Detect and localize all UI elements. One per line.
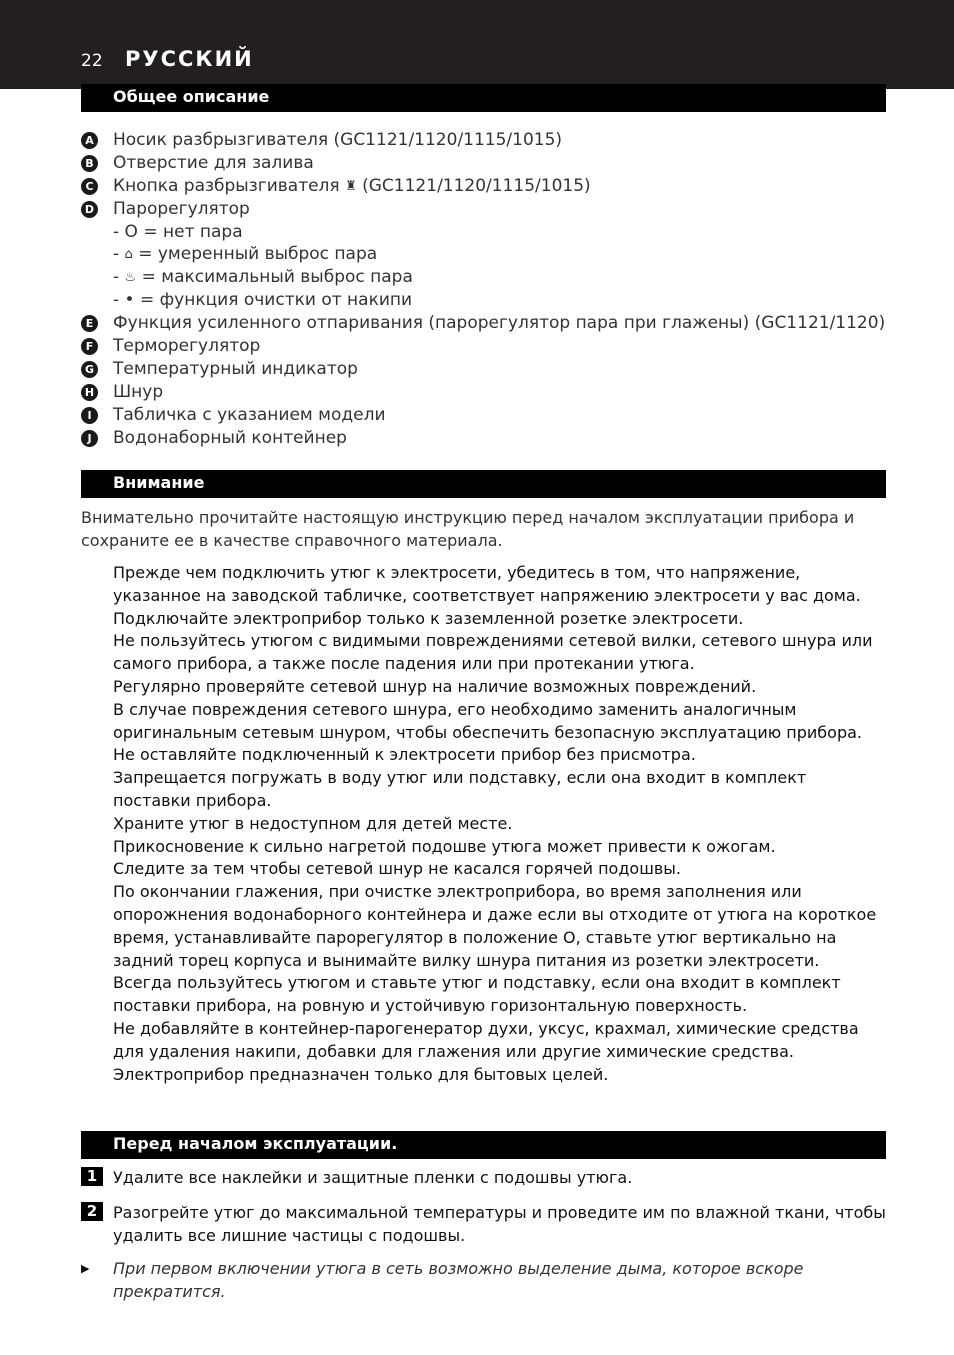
list-item: В случае повреждения сетевого шнура, его необходимо заменить аналогичным оригинальным сетевым шнуром, чтобы обеспечить безопасную эксплуатацию прибора. <box>113 699 862 742</box>
part-letter-badge: J <box>81 430 98 447</box>
part-letter-badge: B <box>81 155 98 172</box>
note-arrow-icon: ▶ <box>81 1262 90 1275</box>
spray-icon: ♜ <box>345 178 357 194</box>
part-letter-badge: H <box>81 384 98 401</box>
part-label-suffix: (GC1121/1120/1115/1015) <box>362 175 591 196</box>
steam-setting-label: = максимальный выброс пара <box>141 267 413 288</box>
part-label: Терморегулятор <box>113 336 261 357</box>
moderate-steam-icon: ⌂ <box>124 247 133 263</box>
list-item: Не оставляйте подключенный к электросети прибор без присмотра. <box>113 745 696 765</box>
part-letter-badge: C <box>81 178 98 195</box>
section-caution <box>81 470 886 498</box>
steam-setting-label: = нет пара <box>143 221 243 242</box>
language-title: РУССКИЙ <box>125 47 254 71</box>
list-item: Храните утюг в недоступном для детей месте. <box>113 813 513 833</box>
no-steam-icon: O <box>124 221 138 242</box>
part-label: Парорегулятор <box>113 198 250 219</box>
steam-setting: - O = нет пара <box>113 221 243 242</box>
part-label: Температурный индикатор <box>113 358 358 379</box>
list-item: Не пользуйтесь утюгом с видимыми повреждениями сетевой вилки, сетевого шнура или самого прибора, а также после падения или при протекании утюга. <box>113 631 873 674</box>
section-title: Внимание <box>113 473 205 492</box>
step-number: 1 <box>81 1167 103 1186</box>
part-label: Функция усиленного отпаривания (парорегулятор пара при глажены) (GC1121/1120) <box>113 313 886 334</box>
section-before-use <box>81 1131 886 1159</box>
steam-setting: - ♨ = максимальный выброс пара <box>113 266 413 290</box>
list-item: Электроприбор предназначен только для бытовых целей. <box>113 1064 609 1084</box>
part-letter-badge: E <box>81 315 98 332</box>
max-steam-icon: ♨ <box>124 270 137 286</box>
part-letter-badge: F <box>81 338 98 355</box>
part-label: Отверстие для залива <box>113 152 314 173</box>
warnings-list <box>113 562 888 1086</box>
list-item: Прикосновение к сильно нагретой подошве утюга может привести к ожогам. <box>113 836 776 856</box>
steam-setting-label: = функция очистки от накипи <box>139 290 413 311</box>
list-item: Всегда пользуйтесь утюгом и ставьте утюг и подставку, если она входит в комплект поставки прибора, на ровную и устойчивую горизонтальную поверхность. <box>113 973 841 1016</box>
part-letter-badge: G <box>81 361 98 378</box>
section-title: Перед началом эксплуатации. <box>113 1134 398 1153</box>
section-overview <box>81 84 886 112</box>
part-label-text: Кнопка разбрызгивателя <box>113 175 340 196</box>
step-number: 2 <box>81 1202 103 1221</box>
part-label <box>113 175 591 199</box>
steam-setting-label: = умеренный выброс пара <box>138 244 378 265</box>
calc-clean-icon: • <box>124 290 135 311</box>
list-item: Подключайте электроприбор только к заземленной розетке электросети. <box>113 608 744 628</box>
part-letter-badge: A <box>81 132 98 149</box>
list-item: Запрещается погружать в воду утюг или подставку, если она входит в комплект поставки прибора. <box>113 768 807 810</box>
list-item: Регулярно проверяйте сетевой шнур на наличие возможных повреждений. <box>113 676 757 696</box>
steam-setting: - • = функция очистки от накипи <box>113 290 413 311</box>
part-label: Водонаборный контейнер <box>113 427 347 448</box>
step-text: Разогрейте утюг до максимальной температуры и проведите им по влажной ткани, чтобы удалить все лишние частицы с подошвы. <box>113 1203 886 1245</box>
list-item: По окончании глажения, при очистке электроприбора, во время заполнения или опорожнения водонаборного контейнера и даже если вы отходите от утюга на короткое время, устанавливайте парорегулятор в положение O, ставьте утюг вертикально на задний торец корпуса и вынимайте вилку шнура питания из розетки электросети. <box>113 882 877 970</box>
note-text: При первом включении утюга в сеть возможно выделение дыма, которое вскоре прекратится. <box>113 1259 804 1301</box>
list-item: Прежде чем подключить утюг к электросети, убедитесь в том, что напряжение, указанное на заводской табличке, соответствует напряжению электросети у вас дома. <box>113 563 861 605</box>
part-label: Шнур <box>113 381 164 402</box>
list-item: Не добавляйте в контейнер-парогенератор духи, уксус, крахмал, химические средства для удаления накипи, добавки для глажения или другие химические средства. <box>113 1018 859 1061</box>
steam-setting: - ⌂ = умеренный выброс пара <box>113 243 377 267</box>
section-title: Общее описание <box>113 87 270 106</box>
list-item: Следите за тем чтобы сетевой шнур не касался горячей подошвы. <box>113 859 681 879</box>
page-number: 22 <box>81 51 103 71</box>
part-letter-badge: D <box>81 201 98 218</box>
caution-intro: Внимательно прочитайте настоящую инструкцию перед началом эксплуатации прибора и сохраните ее в качестве справочного материала. <box>81 508 855 550</box>
part-label: Табличка с указанием модели <box>113 404 386 425</box>
part-letter-badge: I <box>81 407 98 424</box>
step-text: Удалите все наклейки и защитные пленки с подошвы утюга. <box>113 1168 633 1187</box>
page-header-bar <box>0 0 954 89</box>
part-label: Носик разбрызгивателя (GC1121/1120/1115/1015) <box>113 130 563 150</box>
